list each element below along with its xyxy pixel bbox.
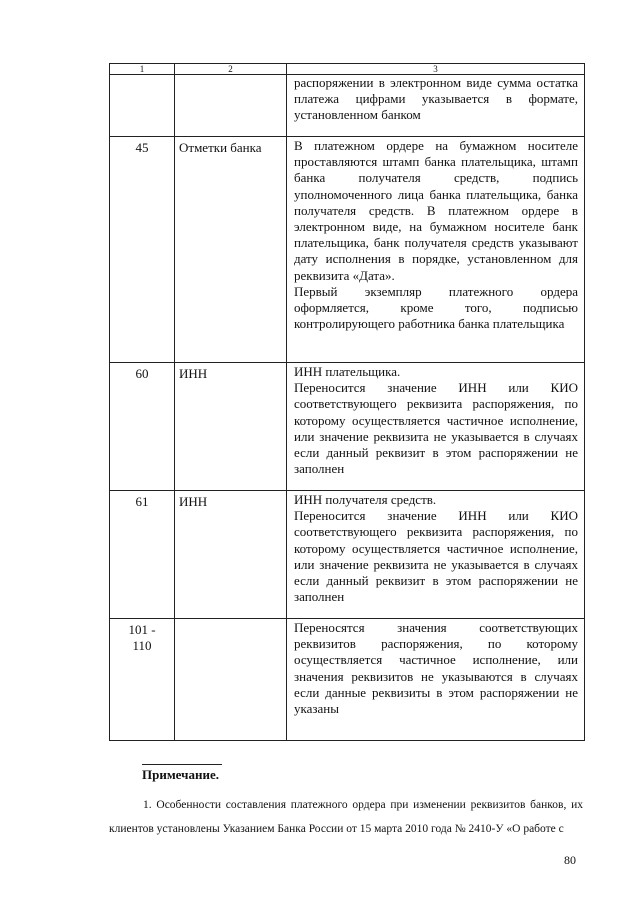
row-name-cell bbox=[175, 75, 287, 137]
row-text-paragraph: Первый экземпляр платежного ордера оформляется, кроме того, подписью контролирующего работника банка плательщика bbox=[294, 283, 578, 332]
row-number-cell bbox=[110, 619, 175, 741]
row-number bbox=[110, 75, 174, 78]
row-text-cell bbox=[287, 75, 585, 137]
table-row bbox=[110, 619, 585, 741]
table-row bbox=[110, 75, 585, 137]
row-text-paragraph: Переносится значение ИНН или КИО соответствующего реквизита распоряжения, по которому осуществляется частичное исполнение, или значение реквизита не указывается в случаях если данный реквизит в этом распоряжении не заполнен bbox=[294, 380, 578, 477]
row-text-paragraph: Переносятся значения соответствующих реквизитов распоряжения, по которому осуществляется частичное исполнение, или значения реквизитов не указываются в случаях если данные реквизиты в этом распоряжении не указаны bbox=[294, 620, 578, 717]
row-name-cell bbox=[175, 137, 287, 363]
table-header-row bbox=[110, 64, 585, 75]
row-name: ИНН bbox=[179, 366, 208, 381]
row-number: 61 bbox=[135, 494, 149, 509]
table-row bbox=[110, 363, 585, 491]
row-name bbox=[175, 619, 286, 622]
note-divider bbox=[142, 764, 222, 765]
row-text-paragraph: В платежном ордере на бумажном носителе проставляются штамп банка плательщика, штамп банка получателя средств, подпись уполномоченного лица банка плательщика, банка получателя средств. В платежном ордере в электронном виде, на бумажном носителе банк плательщика, банк получателя средств указывают дату исполнения в порядке, установленном для реквизита «Дата». bbox=[294, 138, 578, 283]
table-row bbox=[110, 137, 585, 363]
row-name-cell bbox=[175, 619, 287, 741]
row-text-cell bbox=[287, 137, 585, 363]
page-number: 80 bbox=[564, 853, 576, 867]
requisites-table bbox=[109, 63, 585, 741]
row-number-cell bbox=[110, 75, 175, 137]
row-text-cell bbox=[287, 363, 585, 491]
row-text-cell bbox=[287, 491, 585, 619]
row-text-paragraph: Переносится значение ИНН или КИО соответствующего реквизита распоряжения, по которому осуществляется частичное исполнение, или значение реквизита не указывается в случаях если данный реквизит в этом распоряжении не заполнен bbox=[294, 508, 578, 605]
note-text: 1. Особенности составления платежного ордера при изменении реквизитов банков, их клиентов установлены Указанием Банка России от 15 марта 2010 года № 2410-У «О работе с bbox=[109, 799, 583, 835]
row-text-paragraph: ИНН плательщика. bbox=[294, 364, 401, 379]
row-name-cell bbox=[175, 363, 287, 491]
row-number-cell bbox=[110, 363, 175, 491]
row-number: 45 bbox=[135, 140, 149, 155]
row-text-paragraph: ИНН получателя средств. bbox=[294, 492, 437, 507]
row-number-cell bbox=[110, 491, 175, 619]
note-title: Примечание. bbox=[142, 767, 219, 782]
row-number-cell bbox=[110, 137, 175, 363]
row-name bbox=[175, 75, 286, 78]
row-number: 101 - 110 bbox=[128, 622, 156, 654]
row-name-cell bbox=[175, 491, 287, 619]
table-row bbox=[110, 491, 585, 619]
row-name: ИНН bbox=[179, 494, 208, 509]
row-text-cell bbox=[287, 619, 585, 741]
row-text-paragraph: распоряжении в электронном виде сумма остатка платежа цифрами указывается в формате, установленном банком bbox=[294, 75, 578, 123]
row-name: Отметки банка bbox=[179, 140, 262, 155]
column-header-1: 1 bbox=[110, 64, 175, 75]
column-header-2: 2 bbox=[175, 64, 287, 75]
row-number: 60 bbox=[135, 366, 149, 381]
column-header-3: 3 bbox=[287, 64, 585, 75]
